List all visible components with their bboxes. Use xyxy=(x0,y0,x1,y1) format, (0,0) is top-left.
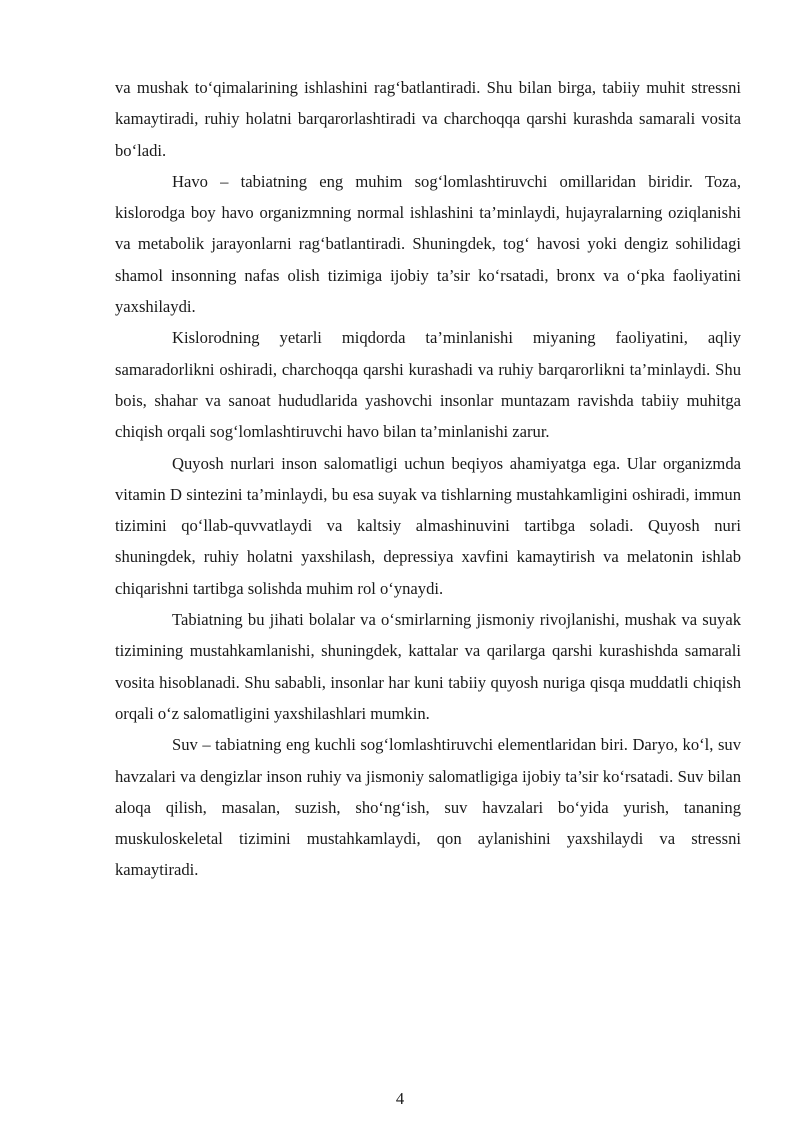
paragraph-water: Suv – tabiatning eng kuchli sog‘lomlashtiruvchi elementlaridan biri. Daryo, ko‘l, suv havzalari va dengizlar inson ruhiy va jismoniy salomatligiga ijobiy ta’sir ko‘rsatadi. Suv bilan aloqa qilish, masalan, suzish, sho‘ng‘ish, suv havzalari bo‘yida yurish, tananing muskuloskeletal tizimini mustahkamlaydi, qon aylanishini yaxshilaydi va stressni kamaytiradi. xyxy=(115,735,741,880)
page-number: 4 xyxy=(395,1089,405,1108)
document-body xyxy=(115,72,741,886)
paragraph-oxygen: Kislorodning yetarli miqdorda ta’minlanishi miyaning faoliyatini, aqliy samaradorlikni oshiradi, charchoqqa qarshi kurashadi va ruhiy barqarorlikni ta’minlaydi. Shu bois, shahar va sanoat hududlarida yashovchi insonlar muntazam ravishda tabiiy muhitga chiqish orqali sog‘lomlashtiruvchi havo bilan ta’minlanishi zarur. xyxy=(115,328,741,442)
paragraph-air: Havo – tabiatning eng muhim sog‘lomlashtiruvchi omillaridan biridir. Toza, kislorodga boy havo organizmning normal ishlashini ta’minlaydi, hujayralarning oziqlanishi va metabolik jarayonlarni rag‘batlantiradi. Shuningdek, tog‘ havosi yoki dengiz sohilidagi shamol insonning nafas olish tizimiga ijobiy ta’sir ko‘rsatadi, bronx va o‘pka faoliyatini yaxshilaydi. xyxy=(115,171,741,317)
paragraph-sunlight: Quyosh nurlari inson salomatligi uchun beqiyos ahamiyatga ega. Ular organizmda vitamin D sintezini ta’minlaydi, bu esa suyak va tishlarning mustahkamligini oshiradi, immun tizimini qo‘llab-quvvatlaydi va kaltsiy almashinuvini tartibga soladi. Quyosh nuri shuningdek, ruhiy holatni yaxshilash, depressiya xavfini kamaytirish va melatonin ishlab chiqarishni tartibga solishda muhim rol o‘ynaydi. xyxy=(115,453,741,598)
paragraph-sun-benefits: Tabiatning bu jihati bolalar va o‘smirlarning jismoniy rivojlanishi, mushak va suyak tizimining mustahkamlanishi, shuningdek, kattalar va qarilarga qarshi kurashishda samarali vosita hisoblanadi. Shu sababli, insonlar har kuni tabiiy quyosh nuriga qisqa muddatli chiqish orqali o‘z salomatligini yaxshilashlari mumkin. xyxy=(115,610,741,723)
paragraph-continuation: va mushak to‘qimalarining ishlashini rag‘batlantiradi. Shu bilan birga, tabiiy muhit stressni kamaytiradi, ruhiy holatni barqarorlashtiradi va charchoqqa qarshi kurashda samarali vosita bo‘ladi. xyxy=(115,78,741,160)
